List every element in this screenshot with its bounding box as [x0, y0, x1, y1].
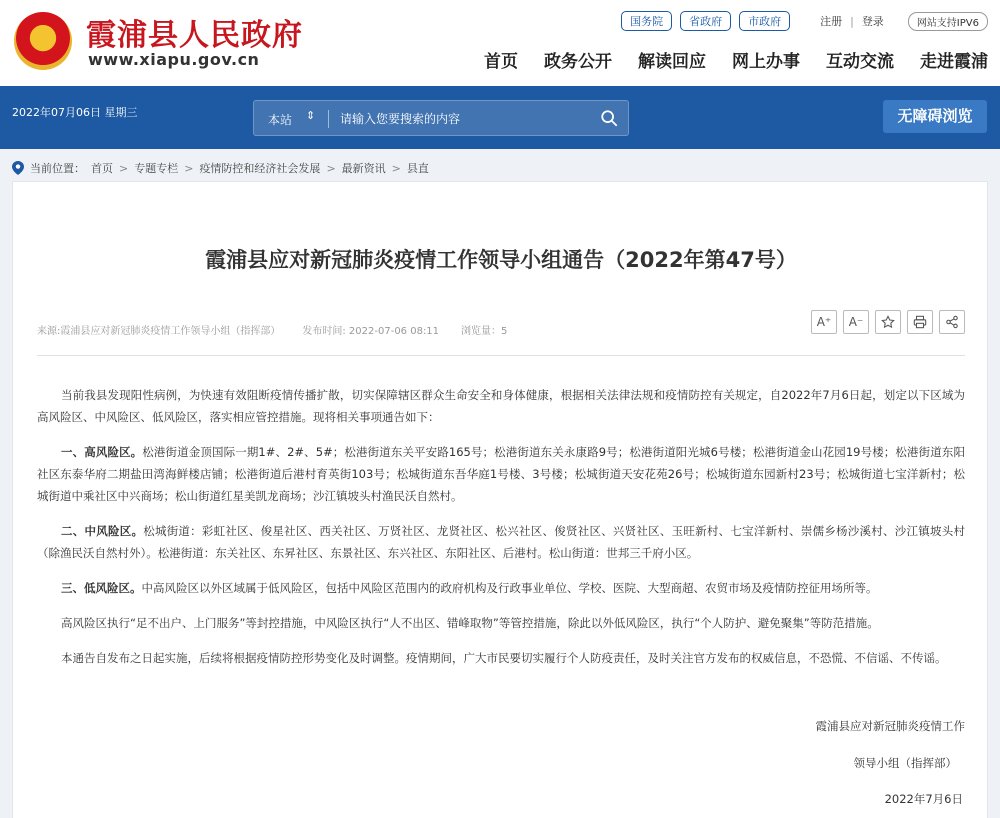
link-provincial-gov[interactable]: 省政府	[680, 11, 731, 31]
crumb-special-topics[interactable]: 专题专栏	[134, 162, 179, 175]
article-meta	[37, 322, 507, 337]
print-icon	[913, 315, 927, 329]
paragraph-low-risk	[37, 577, 965, 599]
nav-gov-affairs[interactable]: 政务公开	[544, 52, 612, 72]
font-decrease-button[interactable]: A⁻	[843, 310, 869, 334]
article-card	[12, 181, 988, 818]
paragraph-mid-risk	[37, 520, 965, 564]
divider-line	[37, 355, 965, 356]
breadcrumb	[12, 160, 429, 176]
favorite-button[interactable]	[875, 310, 901, 334]
accessibility-button[interactable]: 无障碍浏览	[883, 100, 987, 133]
star-icon	[881, 315, 895, 329]
register-link[interactable]: 注册	[820, 15, 843, 28]
article-source: 来源:霞浦县应对新冠肺炎疫情工作领导小组（指挥部）	[37, 326, 281, 337]
paragraph-closing: 本通告自发布之日起实施，后续将根据疫情防控形势变化及时调整。疫情期间，广大市民要切实履行个人防疫责任，及时关注官方发布的权威信息，不恐慌、不信谣、不传谣。	[61, 651, 947, 665]
search-icon[interactable]	[600, 109, 618, 127]
signature-org-line1: 霞浦县应对新冠肺炎疫情工作	[815, 719, 965, 733]
crumb-separator: >	[119, 161, 129, 175]
mid-risk-text: 松城街道：彩虹社区、俊星社区、西关社区、万贤社区、龙贤社区、松兴社区、俊贤社区、兴贤社区、玉旺新村、七宝洋新村、崇儒乡杨沙溪村、沙江镇坡头村（除渔民沃自然村外）。松港街道：东关社区、东昇社区、东景社区、东兴社区、东阳社区、后港村。松山街道：世邦三千府小区。	[37, 524, 965, 560]
signature-date: 2022年7月6日	[884, 792, 963, 806]
paragraph-high-risk	[37, 441, 965, 507]
current-date: 2022年07月06日 星期三	[12, 106, 138, 119]
nav-home[interactable]: 首页	[484, 52, 518, 72]
link-city-gov[interactable]: 市政府	[739, 11, 790, 31]
ipv6-badge: 网站支持IPV6	[908, 12, 988, 31]
site-url: www.xiapu.gov.cn	[88, 50, 260, 69]
nav-online-services[interactable]: 网上办事	[732, 52, 800, 72]
divider	[328, 110, 329, 128]
login-link[interactable]: 登录	[861, 15, 884, 28]
crumb-separator: >	[184, 161, 194, 175]
low-risk-label: 三、低风险区。	[61, 581, 142, 595]
low-risk-text: 中高风险区以外区域属于低风险区，包括中风险区范围内的政府机构及行政事业单位、学校、医院、大型商超、农贸市场及疫情防控征用场所等。	[141, 581, 878, 595]
paragraph-measures: 高风险区执行“足不出户、上门服务”等封控措施，中风险区执行“人不出区、错峰取物”等管控措施，除此以外低风险区，执行“个人防护、避免聚集”等防范措施。	[61, 616, 879, 630]
crumb-home[interactable]: 首页	[91, 162, 113, 175]
crumb-county[interactable]: 县直	[406, 162, 429, 175]
site-name[interactable]: 霞浦县人民政府	[86, 18, 303, 53]
nav-interaction[interactable]: 互动交流	[826, 52, 894, 72]
font-increase-button[interactable]: A⁺	[811, 310, 837, 334]
high-risk-label: 一、高风险区。	[61, 445, 143, 459]
share-icon	[945, 315, 959, 329]
high-risk-text: 松港街道金顶国际一期1#、2#、5#；松港街道东关平安路165号；松港街道东关永康路9号；松港街道阳光城6号楼；松港街道金山花园19号楼；松港街道东阳社区东泰华府二期盐田湾海鲜楼店铺；松港街道后港村育英街103号；松城街道东吾华庭1号楼、3号楼；松城街道天安花苑26号；松城街道东园新村23号；松城街道七宝洋新村；松城街道中乘社区中兴商场；松山街道红星美凯龙商场；沙江镇坡头村渔民沃自然村。	[37, 445, 965, 503]
crumb-separator: >	[326, 161, 336, 175]
print-button[interactable]	[907, 310, 933, 334]
breadcrumb-label: 当前位置：	[30, 162, 85, 175]
main-nav	[484, 47, 988, 72]
separator: |	[850, 14, 854, 28]
nav-interpretation[interactable]: 解读回应	[638, 52, 706, 72]
share-button[interactable]	[939, 310, 965, 334]
paragraph-intro: 当前我县发现阳性病例，为快速有效阻断疫情传播扩散，切实保障辖区群众生命安全和身体健康，根据相关法律法规和疫情防控有关规定，自2022年7月6日起，划定以下区域为高风险区、中风险区、低风险区，落实相应管控措施。现将相关事项通告如下：	[37, 388, 965, 424]
crumb-epidemic[interactable]: 疫情防控和经济社会发展	[199, 162, 321, 175]
crumb-separator: >	[391, 161, 401, 175]
article-title: 霞浦县应对新冠肺炎疫情工作领导小组通告（2022年第47号）	[205, 248, 797, 272]
article-views: 浏览量：5	[461, 326, 508, 337]
crumb-latest-news[interactable]: 最新资讯	[341, 162, 386, 175]
article-tools	[811, 310, 965, 334]
search-bar-section	[0, 86, 1000, 149]
link-state-council[interactable]: 国务院	[621, 11, 672, 31]
search-scope-select[interactable]: 本站	[268, 113, 293, 127]
mid-risk-label: 二、中风险区。	[61, 524, 144, 538]
search-input[interactable]	[340, 109, 580, 129]
updown-arrow-icon[interactable]: ⇕	[306, 109, 316, 122]
article-publish-time: 发布时间: 2022-07-06 08:11	[302, 326, 440, 337]
nav-about-xiapu[interactable]: 走进霞浦	[920, 52, 988, 72]
top-links	[621, 11, 988, 31]
signature-org-line2: 领导小组（指挥部）	[853, 756, 957, 770]
national-emblem-logo[interactable]	[14, 12, 72, 70]
search-box	[253, 100, 629, 136]
site-header	[0, 0, 1000, 86]
article-body	[37, 384, 965, 682]
location-pin-icon	[12, 161, 24, 175]
